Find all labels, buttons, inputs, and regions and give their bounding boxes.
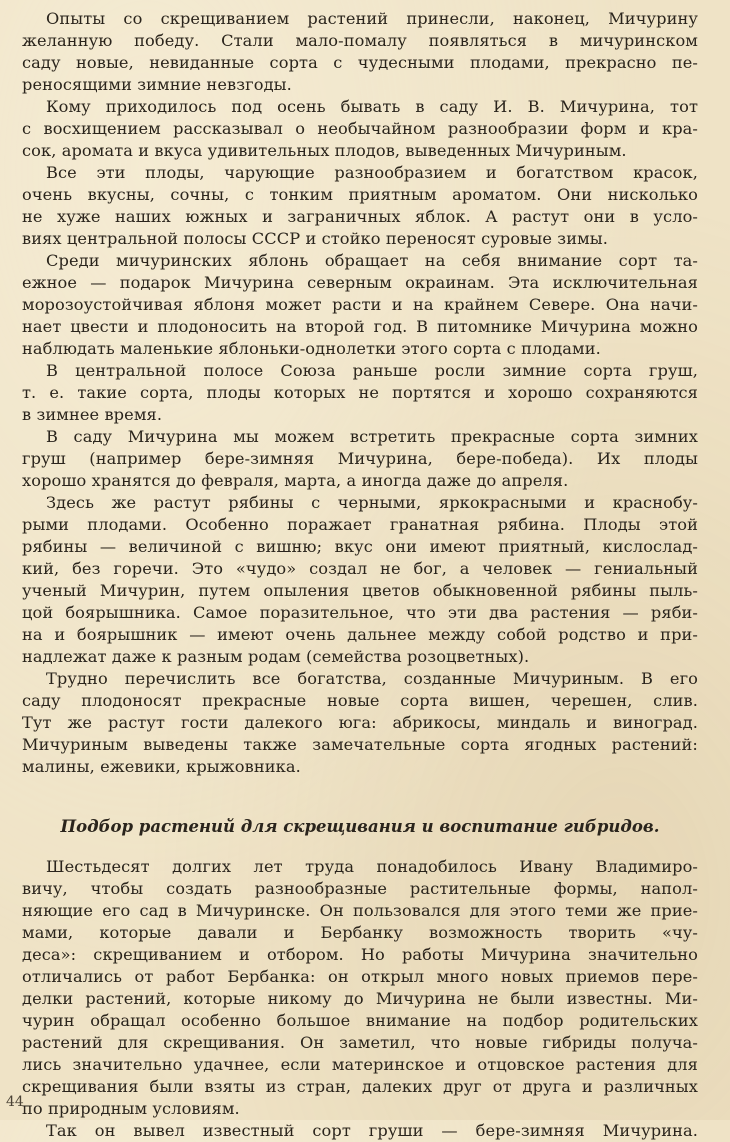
text-line: наблюдать маленькие яблоньки-однолетки этого сорта с плодами. (22, 339, 601, 358)
text-line: Опыты со скрещиванием растений принесли, наконец, Мичурину (46, 9, 698, 28)
text-line: лись значительно удачнее, если материнское и отцовское растения для (22, 1055, 698, 1074)
text-line: няющие его сад в Мичуринске. Он пользовался для этого теми же прие- (22, 901, 698, 920)
text-line: на и боярышник — имеют очень дальнее между собой родство и при- (22, 625, 698, 644)
text-line: груш (например бере-зимняя Мичурина, бере-победа). Их плоды (22, 449, 698, 468)
text-line: сок, аромата и вкуса удивительных плодов, выведенных Мичуриным. (22, 141, 627, 160)
text-line: реносящими зимние невзгоды. (22, 75, 292, 94)
page-number: 44 (6, 1094, 24, 1110)
text-line: желанную победу. Стали мало-помалу появляться в мичуринском (22, 31, 698, 50)
text-line: саду плодоносят прекрасные новые сорта вишен, черешен, слив. (22, 691, 698, 710)
text-line: очень вкусны, сочны, с тонким приятным ароматом. Они нисколько (22, 185, 698, 204)
text-line: рыми плодами. Особенно поражает гранатная рябина. Плоды этой (22, 515, 698, 534)
section-heading: Подбор растений для скрещивания и воспитание гибридов. (60, 817, 660, 836)
text-line: Все эти плоды, чарующие разнообразием и богатством красок, (46, 163, 698, 182)
text-line: цой боярышника. Самое поразительное, что эти два растения — ряби- (22, 603, 698, 622)
text-line: кий, без горечи. Это «чудо» создал не бог, а человек — гениальный (22, 559, 698, 578)
text-line: Мичуриным выведены также замечательные сорта ягодных растений: (22, 735, 698, 754)
text-line: Трудно перечислить все богатства, созданные Мичуриным. В его (46, 669, 698, 688)
text-line: в зимнее время. (22, 405, 163, 424)
text-line: хорошо хранятся до февраля, марта, а иногда даже до апреля. (22, 471, 569, 490)
text-line: с восхищением рассказывал о необычайном разнообразии форм и кра- (22, 119, 698, 138)
section-michurin-varieties (22, 8, 698, 778)
section-gap (22, 778, 698, 812)
text-line: В центральной полосе Союза раньше росли зимние сорта груш, (46, 361, 698, 380)
text-line: виях центральной полосы СССР и стойко переносят суровые зимы. (22, 229, 609, 248)
text-line: Так он вывел известный сорт груши — бере-зимняя Мичурина. (46, 1121, 698, 1140)
text-line: Среди мичуринских яблонь обращает на себя внимание сорт та- (46, 251, 698, 270)
text-line: мами, которые давали и Бербанку возможность творить «чу- (22, 923, 698, 942)
text-line: Шестьдесят долгих лет труда понадобилось Ивану Владимиро- (46, 857, 698, 876)
text-line: чурин обращал особенно большое внимание на подбор родительских (22, 1011, 698, 1030)
text-line: отличались от работ Бербанка: он открыл много новых приемов пере- (22, 967, 698, 986)
text-line: Кому приходилось под осень бывать в саду И. В. Мичурина, тот (46, 97, 698, 116)
text-line: т. е. такие сорта, плоды которых не портятся и хорошо сохраняются (22, 383, 698, 402)
text-line: скрещивания были взяты из стран, далеких друг от друга и различных (22, 1077, 698, 1096)
text-line: малины, ежевики, крыжовника. (22, 757, 301, 776)
text-line: растений для скрещивания. Он заметил, что новые гибриды получа- (22, 1033, 698, 1052)
text-line: нает цвести и плодоносить на второй год. В питомнике Мичурина можно (22, 317, 698, 336)
text-line: Здесь же растут рябины с черными, яркокрасными и краснобу- (46, 493, 698, 512)
text-line: по природным условиям. (22, 1099, 240, 1118)
text-line: Тут же растут гости далекого юга: абрикосы, миндаль и виноград. (22, 713, 698, 732)
text-line: ежное — подарок Мичурина северным окраинам. Эта исключительная (22, 273, 698, 292)
text-line: делки растений, которые никому до Мичурина не были известны. Ми- (22, 989, 698, 1008)
text-line: деса»: скрещиванием и отбором. Но работы Мичурина значительно (22, 945, 698, 964)
section-plant-selection (22, 856, 698, 1142)
text-line: ученый Мичурин, путем опыления цветов обыкновенной рябины пыль- (22, 581, 698, 600)
text-line: не хуже наших южных и заграничных яблок. А растут они в усло- (22, 207, 698, 226)
text-line: надлежат даже к разным родам (семейства розоцветных). (22, 647, 530, 666)
text-line: морозоустойчивая яблоня может расти и на крайнем Севере. Она начи- (22, 295, 698, 314)
text-line: вичу, чтобы создать разнообразные растительные формы, напол- (22, 879, 698, 898)
text-line: саду новые, невиданные сорта с чудесными плодами, прекрасно пе- (22, 53, 698, 72)
text-line: В саду Мичурина мы можем встретить прекрасные сорта зимних (46, 427, 698, 446)
text-column (22, 8, 698, 1142)
text-line: рябины — величиной с вишню; вкус они имеют приятный, кислослад- (22, 537, 698, 556)
